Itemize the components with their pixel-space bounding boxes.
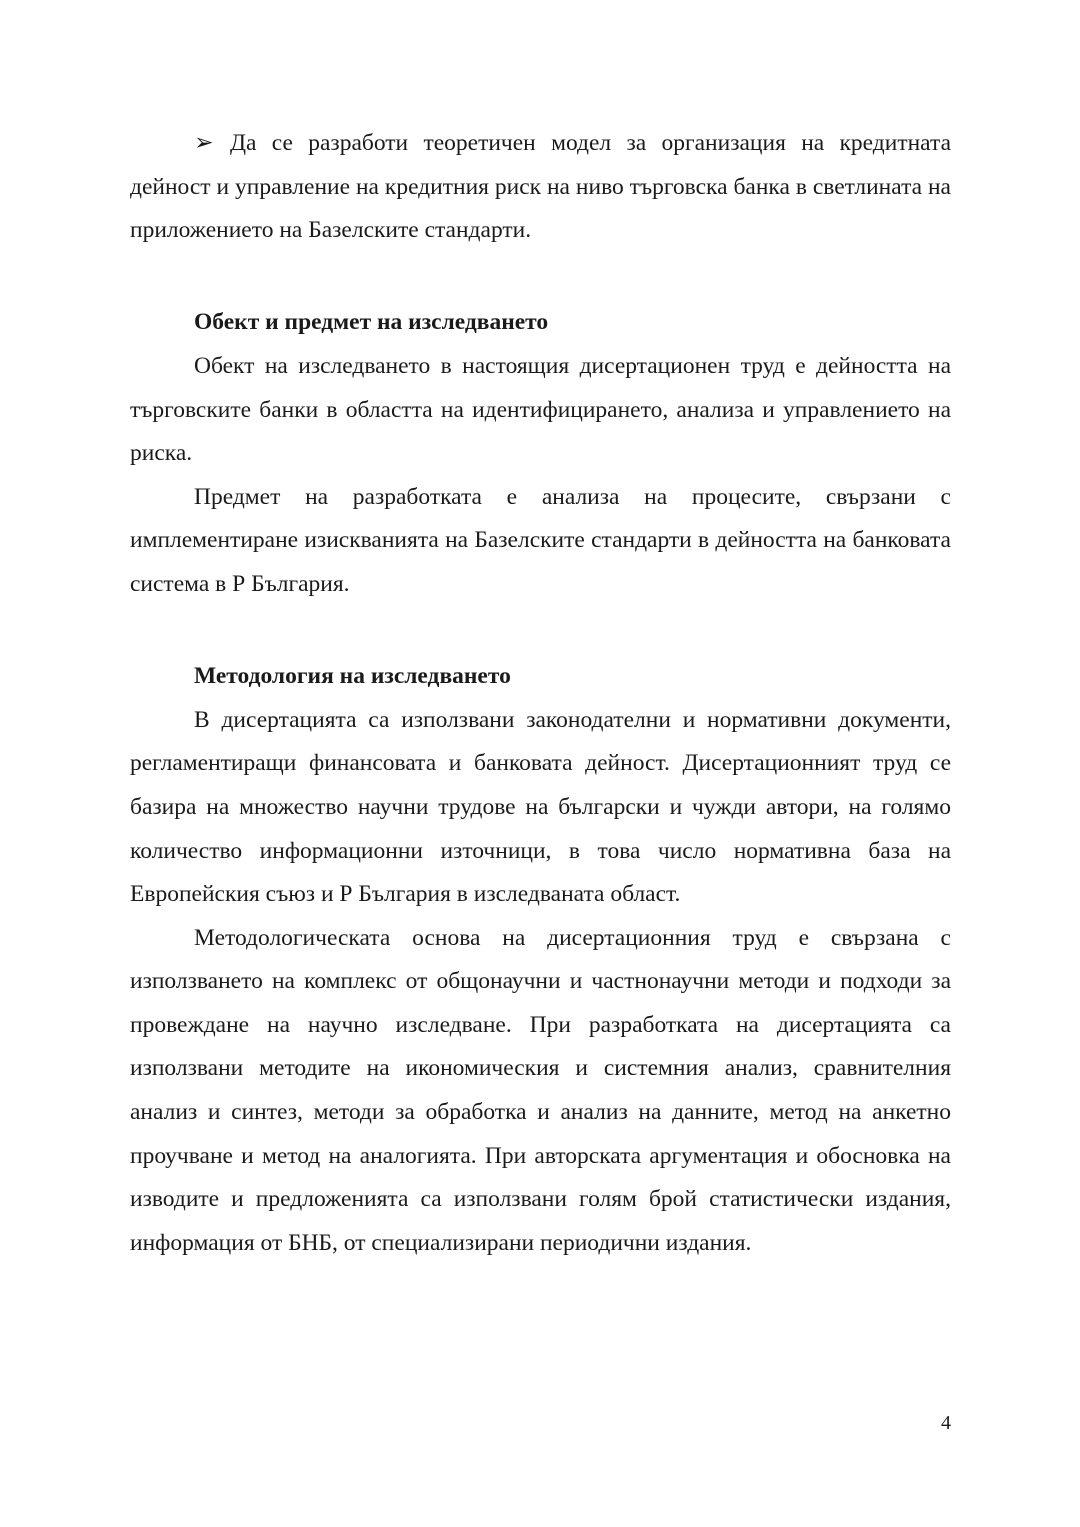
spacer: [130, 607, 951, 651]
subject-paragraph: Предмет на разработката е анализа на процесите, свързани с имплементиране изискванията на Базелските стандарти в дейността на банковата система в Р България.: [130, 483, 951, 597]
page-number: 4: [941, 1412, 951, 1434]
object-paragraph: Обект на изследването в настоящия дисертационен труд е дейността на търговските банки в областта на идентифицирането, анализа и управлението на риска.: [130, 352, 951, 467]
object-section-heading: Обект и предмет на изследването: [194, 309, 549, 336]
spacer: [130, 253, 951, 297]
methodology-section-heading: Методология на изследването: [194, 663, 511, 690]
arrow-bullet-icon: ➢: [194, 130, 214, 156]
methodology-paragraph-2: Методологическата основа на дисертационния труд е свързана с използването на комплекс от общонаучни и частнонаучни методи и подходи за провеждане на научно изследване. При разработката на дисертацията са използвани методите на икономическия и системния анализ, сравнителния анализ и синтез, методи за обработка и анализ на данните, метод на анкетно проучване и метод на аналогията. При авторската аргументация и обосновка на изводите и предложенията са използвани голям брой статистически издания, информация от БНБ, от специализирани периодични издания.: [130, 924, 951, 1256]
document-page: [130, 122, 951, 1265]
methodology-paragraph-1: В дисертацията са използвани законодателни и нормативни документи, регламентиращи финансовата и банковата дейност. Дисертационният труд се базира на множество научни трудове на български и чужди автори, на голямо количество информационни източници, в това число нормативна база на Европейския съюз и Р България в изследваната област.: [130, 706, 951, 908]
bullet-text: Да се разработи теоретичен модел за организация на кредитната дейност и управление на кредитния риск на ниво търговска банка в светлината на приложението на Базелските стандарти.: [130, 130, 951, 244]
objective-bullet-item: [130, 122, 951, 253]
